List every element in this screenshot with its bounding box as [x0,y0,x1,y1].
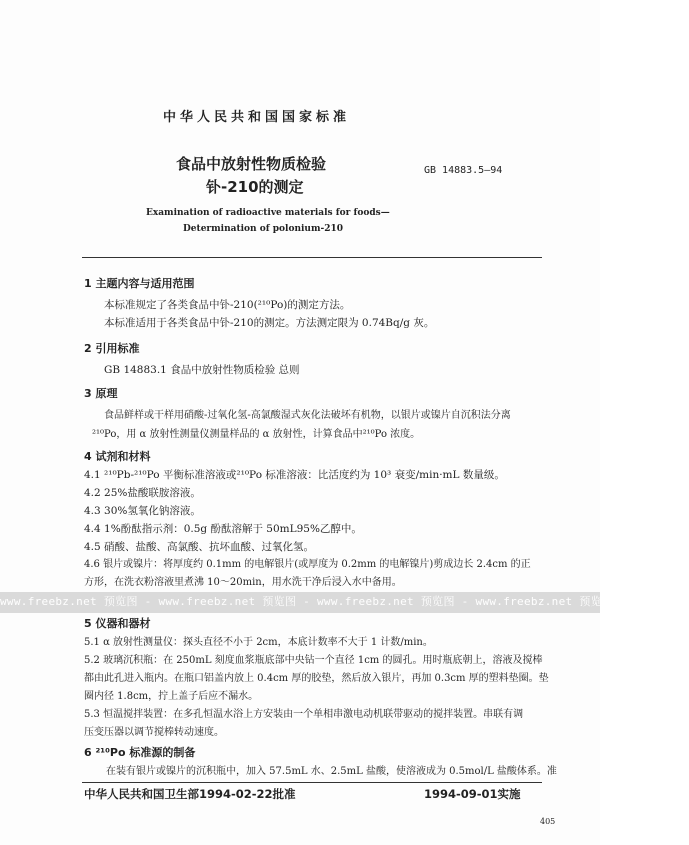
section-2-heading: 2 引用标准 [84,342,140,355]
section-1-heading: 1 主题内容与适用范围 [84,277,195,290]
list-item: 4.3 30%氢氧化钠溶液。 [84,505,201,517]
title-line2: 钋-210的测定 [206,178,304,196]
header-divider [82,257,542,258]
paragraph: 在装有银片或镍片的沉积瓶中，加入 57.5mL 水、2.5mL 盐酸，使溶液成为 0.5mol/L 盐酸体系。准 [106,766,557,777]
list-item: 4.6 银片或镍片：将厚度约 0.1mm 的电解银片(或厚度为 0.2mm 的电解镍片)剪成边长 2.4cm 的正 [84,559,531,570]
watermark-band [0,592,689,613]
title-line1: 食品中放射性物质检验 [176,155,327,173]
section-4-heading: 4 试剂和材料 [84,450,151,463]
list-item: 5.3 恒温搅拌装置：在多孔恒温水浴上方安装由一个单相串激电动机联带驱动的搅拌装置。串联有调 [84,709,524,720]
list-item: 4.5 硝酸、盐酸、高氯酸、抗坏血酸、过氧化氢。 [84,541,315,553]
paragraph: 本标准适用于各类食品中钋-210的测定。方法测定限为 0.74Bq/g 灰。 [104,317,435,329]
approval-date: 中华人民共和国卫生部1994-02-22批准 [84,787,296,801]
list-item: 4.2 25%盐酸联胺溶液。 [84,487,201,499]
list-item: 压变压器以调节搅棒转动速度。 [84,727,224,738]
list-item: 圈内径 1.8cm，拧上盖子后应不漏水。 [84,691,259,702]
standard-number: GB 14883.5—94 [424,165,503,176]
footer-divider [82,782,542,783]
english-title-2: Determination of polonium-210 [183,224,344,234]
page-number: 405 [540,817,556,826]
list-item: 5.1 α 放射性测量仪：探头直径不小于 2cm，本底计数率不大于 1 计数/min。 [84,637,433,648]
watermark-text: www.freebz.net 预览图 - www.freebz.net 预览图 - www.freebz.net 预览图 - www.freebz.net 预览图 - www.free [0,595,689,608]
section-3-heading: 3 原理 [84,387,118,400]
list-item: 4.4 1%酚酞指示剂：0.5g 酚酞溶解于 50mL95%乙醇中。 [84,523,362,535]
list-item: 方形，在洗衣粉溶液里煮沸 10～20min，用水洗干净后浸入水中备用。 [84,577,402,588]
effective-date: 1994-09-01实施 [424,787,521,801]
list-item: 5.2 玻璃沉积瓶：在 250mL 刻度血浆瓶底部中央钻一个直径 1cm 的圆孔。用时瓶底朝上，溶液及搅棒 [84,655,543,666]
paragraph: ²¹⁰Po，用 α 放射性测量仪测量样品的 α 放射性，计算食品中²¹⁰Po 浓度。 [92,429,421,440]
list-item: 4.1 ²¹⁰Pb-²¹⁰Po 平衡标准溶液或²¹⁰Po 标准溶液：比活度约为 10³ 衰变/min·mL 数量级。 [84,469,505,481]
paragraph: 食品鲜样或干样用硝酸-过氧化氢-高氯酸湿式灰化法破坏有机物，以银片或镍片自沉积法分离 [104,410,511,421]
paragraph: GB 14883.1 食品中放射性物质检验 总则 [104,364,300,376]
english-title-1: Examination of radioactive materials for foods— [146,208,390,218]
paragraph: 本标准规定了各类食品中钋-210(²¹⁰Po)的测定方法。 [104,299,351,311]
standard-header: 中华人民共和国国家标准 [163,110,351,125]
section-5-heading: 5 仪器和器材 [84,617,151,630]
list-item: 都由此孔进入瓶内。在瓶口铝盖内放上 0.4cm 厚的胶垫，然后放入银片，再加 0.3cm 厚的塑料垫圈。垫 [84,673,549,684]
section-6-heading: 6 ²¹⁰Po 标准源的制备 [84,746,196,759]
